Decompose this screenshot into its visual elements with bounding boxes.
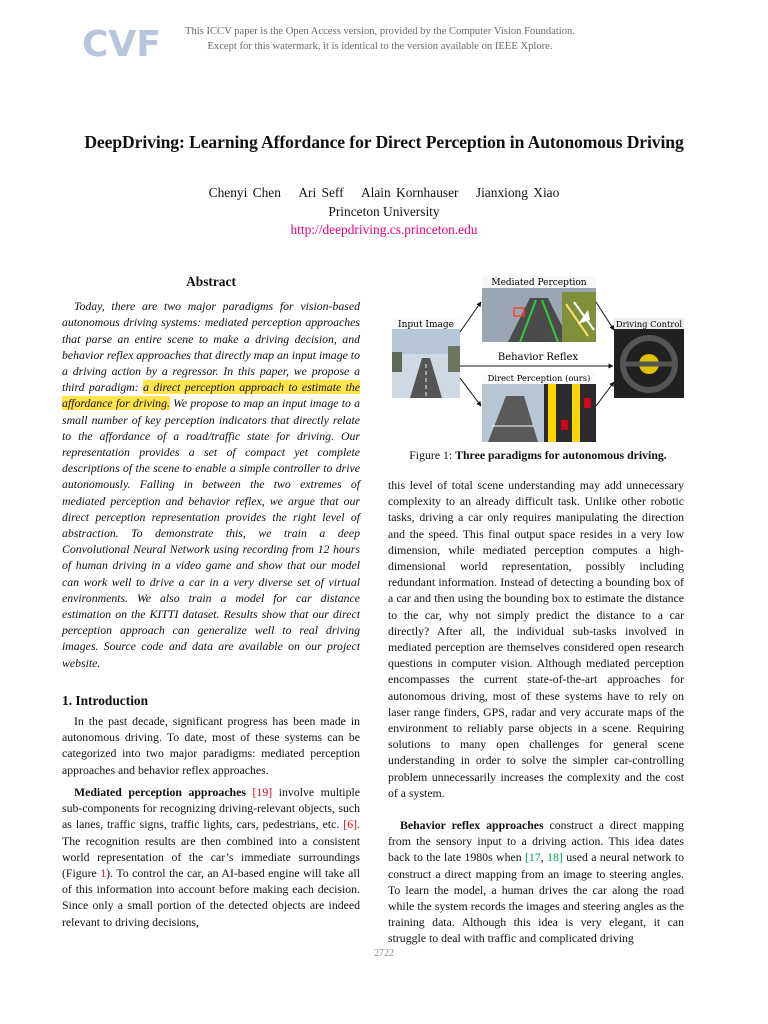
citation-link[interactable]: [19]	[252, 784, 273, 799]
abstract-text	[62, 298, 360, 671]
paragraph-text: involve multiple sub-components for recognizing driving-relevant objects, such as lanes, traffic signs, traffic lights, cars, pedestrians, etc.	[62, 784, 360, 832]
abstract-text-end: We propose to map an input image to a small number of key perception indicators that directly relate to the affordance of a road/traffic state for driving. Our representation provides a set of compact yet complete descriptions of the scene to enable a simple controller to drive autonomously. Falling in between the two extremes of mediated perception and behavior reflex, we argue that our direct perception representation provides the right level of abstraction. To demonstrate this, we train a deep Convolutional Neural Network using recording from 12 hours of human driving in a video game and show that our model can work well to drive a car in a very diverse set of virtual environments. We also train a model for car distance estimation on the KITTI dataset. Results show that our direct perception approach can generalize well to real driving images. Source code and data are available on our project website.	[62, 396, 360, 670]
right-column	[388, 477, 684, 947]
project-url-link[interactable]: http://deepdriving.cs.princeton.edu	[290, 222, 478, 237]
author-name: Alain Kornhauser	[360, 185, 459, 200]
abstract-text-start: Today, there are two major paradigms for vision-based autonomous driving systems: mediated perception approaches that parse an entire scene to make a driving decision, and behavior reflex approaches that directly map an input image to a driving action by a regressor. In this paper, we propose a third paradigm:	[62, 299, 360, 395]
citation-link[interactable]: [17	[525, 850, 541, 865]
author-name: Jianxiong Xiao	[475, 185, 560, 200]
input-image-label: Input Image	[398, 320, 454, 330]
paragraph-text: ). To control the car, an AI-based engine will take all of this information into account before making each decision. Since only a small portion of the detected objects are indeed relevant to driving decisions,	[62, 865, 360, 929]
paragraph-text: . The recognition results are then combined into a consistent world representation of the car’s immediate surroundings (Figure	[62, 817, 360, 880]
right-paragraph-2	[388, 817, 684, 947]
paragraph-text: used a neural network to construct a direct mapping from an image to steering angles. To learn the model, a human drives the car along the road while the system records the images and steering angles as the training data. Although this idea is very elegant, it can struggle to deal with traffic and complicated driving	[388, 850, 684, 946]
driving-control-panel	[614, 318, 684, 398]
citation-link[interactable]: 18]	[547, 850, 563, 865]
abstract-heading: Abstract	[186, 274, 236, 289]
author-name: Chenyi Chen	[208, 185, 281, 200]
cvf-logo	[80, 18, 161, 65]
direct-perception-panel	[482, 372, 596, 442]
watermark-line-1: This ICCV paper is the Open Access version, provided by the Computer Vision Foundation.	[184, 26, 575, 37]
caption-title: Three paradigms for autonomous driving.	[455, 448, 667, 462]
watermark-notice	[150, 24, 610, 54]
author-list	[0, 185, 768, 201]
mediated-perception-label: Mediated Perception	[491, 278, 587, 288]
figure-caption	[388, 448, 688, 463]
citation-link[interactable]: [6]	[343, 817, 358, 832]
page-number: 2722	[374, 948, 394, 959]
behavior-reflex-label: Behavior Reflex	[497, 352, 579, 363]
direct-perception-label: Direct Perception (ours)	[487, 373, 591, 383]
mediated-perception-panel	[482, 276, 596, 342]
citation-separator: ,	[540, 850, 548, 865]
paragraph-text: construct a direct mapping from the sensory input to a driving action. This idea dates back to the late 1980s when	[388, 818, 684, 865]
watermark-line-2: Except for this watermark, it is identical to the version available on IEEE Xplore.	[207, 41, 553, 52]
intro-paragraph-1: In the past decade, significant progress has been made in autonomous driving. To date, most of these systems can be categorized into two major paradigms: mediated perception approaches and behavior reflex approaches.	[62, 714, 360, 777]
input-image-panel	[392, 318, 460, 398]
intro-paragraph-2	[62, 784, 360, 930]
caption-prefix: Figure 1:	[409, 448, 456, 462]
mediated-perception-term: Mediated perception approaches	[74, 784, 246, 799]
driving-control-label: Driving Control	[615, 319, 683, 329]
author-name: Ari Seff	[298, 185, 344, 200]
figure-ref-link[interactable]: 1	[100, 865, 107, 880]
paper-title: DeepDriving: Learning Affordance for Direct Perception in Autonomous Driving	[84, 132, 684, 152]
left-column	[62, 274, 360, 930]
abstract-highlight: a direct perception approach to estimate the affordance for driving.	[62, 380, 360, 411]
affiliation: Princeton University	[328, 204, 440, 219]
figure-paradigms-diagram	[388, 274, 688, 444]
introduction-heading: 1. Introduction	[62, 692, 149, 708]
behavior-reflex-term: Behavior reflex approaches	[400, 818, 544, 833]
right-paragraph-1: this level of total scene understanding may add unnecessary complexity to an already difficult task. Unlike other robotic tasks, driving a car only requires manipulating the direction and the speed. This final output space resides in a very low dimension, while mediated perception computes a high-dimensional world representation, possibly including redundant information. Instead of detecting a bounding box of a car and then using the bounding box to estimate the distance to the car, why not simply predict the distance to a car directly? After all, the individual sub-tasks involved in mediated perception are themselves considered open research questions in computer vision. Although mediated perception encompasses the current state-of-the-art approaches for autonomous driving, most of these systems have to rely on laser range finders, GPS, radar and very accurate maps of the environment to reliably parse objects in a scene. Requiring solutions to many open challenges for general scene understanding in order to solve the simpler car-controlling problem unnecessarily increases the complexity and the cost of a system.	[388, 478, 684, 800]
cvf-logo-text: CVF	[82, 24, 161, 65]
